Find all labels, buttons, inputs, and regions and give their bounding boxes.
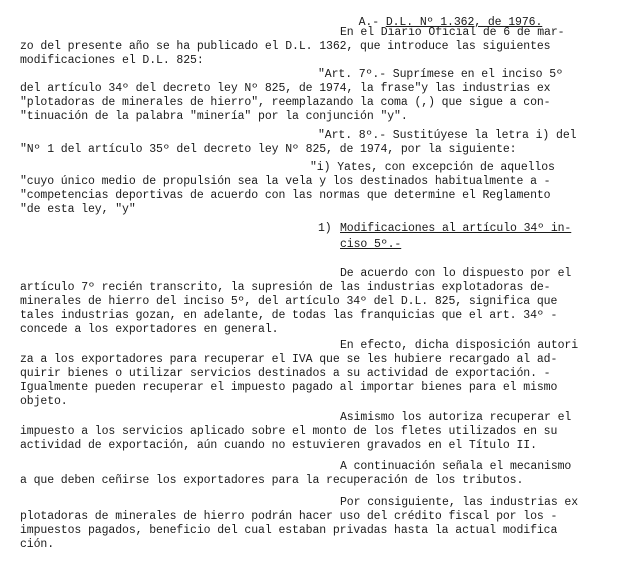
art7-line-2: del artículo 34º del decreto ley Nº 825, de 1974, la frase"y las industrias ex xyxy=(20,82,551,95)
efecto-line-5: objeto. xyxy=(20,395,68,408)
intro-line-1: En el Diario Oficial de 6 de mar- xyxy=(340,26,565,39)
efecto-line-4: Igualmente pueden recuperar el impuesto pagado al importar bienes para el mismo xyxy=(20,381,558,394)
asimismo-line-3: actividad de exportación, aún cuando no estuvieren gravados en el Título II. xyxy=(20,439,537,452)
consiguiente-line-2: plotadoras de minerales de hierro podrán hacer uso del crédito fiscal por los - xyxy=(20,510,558,523)
acuerdo-line-2: artículo 7º recién transcrito, la supresión de las industrias explotadoras de- xyxy=(20,281,551,294)
efecto-line-3: quirir bienes o utilizar servicios destinados a su actividad de exportación. - xyxy=(20,367,551,380)
efecto-line-2: za a los exportadores para recuperar el IVA que se les hubiere recargado al ad- xyxy=(20,353,558,366)
acuerdo-line-3: minerales de hierro del inciso 5º, del artículo 34º del D.L. 825, significa que xyxy=(20,295,558,308)
asimismo-line-1: Asimismo los autoriza recuperar el xyxy=(340,411,572,424)
art8-line-1: "Art. 8º.- Sustitúyese la letra i) del xyxy=(318,129,577,142)
acuerdo-line-5: concede a los exportadores en general. xyxy=(20,323,279,336)
consiguiente-line-1: Por consiguiente, las industrias ex xyxy=(340,496,579,509)
art7-line-3: "plotadoras de minerales de hierro", reemplazando la coma (,) que sigue a con- xyxy=(20,96,551,109)
art7-line-4: "tinuación de la palabra "minería" por la conjunción "y". xyxy=(20,110,408,123)
section-1-number: 1) xyxy=(318,222,332,235)
intro-line-2: zo del presente año se ha publicado el D.L. 1362, que introduce las siguientes xyxy=(20,40,551,53)
art7-line-1: "Art. 7º.- Suprímese en el inciso 5º xyxy=(318,68,563,81)
continuacion-line-2: a que deben ceñirse los exportadores para la recuperación de los tributos. xyxy=(20,474,524,487)
consiguiente-line-4: ción. xyxy=(20,538,55,551)
section-1-heading-line-1: Modificaciones al artículo 34º in- xyxy=(340,222,572,235)
art8-line-2: "Nº 1 del artículo 35º del decreto ley Nº 825, de 1974, por la siguiente: xyxy=(20,143,517,156)
asimismo-line-2: impuesto a los servicios aplicado sobre el monto de los fletes utilizados en su xyxy=(20,425,558,438)
letter-i-line-2: "cuyo único medio de propulsión sea la vela y los destinados habitualmente a - xyxy=(20,175,551,188)
acuerdo-line-1: De acuerdo con lo dispuesto por el xyxy=(340,267,572,280)
efecto-line-1: En efecto, dicha disposición autori xyxy=(340,339,579,352)
section-1-heading-line-2: ciso 5º.- xyxy=(340,238,402,251)
continuacion-line-1: A continuación señala el mecanismo xyxy=(340,460,572,473)
letter-i-line-1: "i) Yates, con excepción de aquellos xyxy=(310,161,555,174)
acuerdo-line-4: tales industrias gozan, en adelante, de todas las franquicias que el art. 34º - xyxy=(20,309,558,322)
letter-i-line-3: "competencias deportivas de acuerdo con las normas que determine el Reglamento xyxy=(20,189,551,202)
section-letter: A.- xyxy=(358,16,386,29)
consiguiente-line-3: impuestos pagados, beneficio del cual estaban privadas hasta la actual modifica xyxy=(20,524,558,537)
decree-title: D.L. Nº 1.362, de 1976. xyxy=(385,16,543,29)
intro-line-3: modificaciones el D.L. 825: xyxy=(20,54,204,67)
letter-i-line-4: "de esta ley, "y" xyxy=(20,203,136,216)
